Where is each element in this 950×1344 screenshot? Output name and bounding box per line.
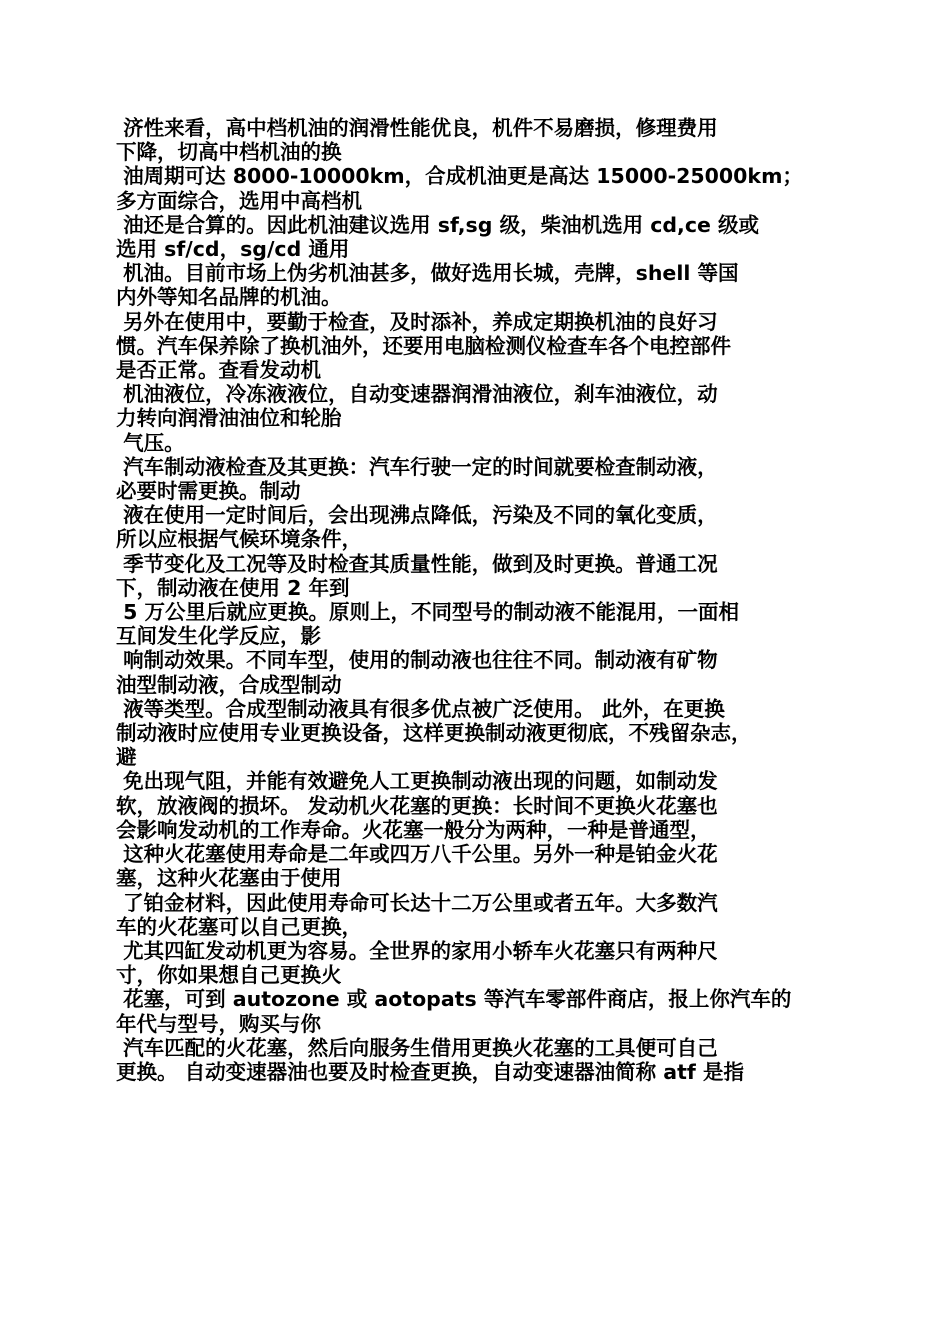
- text-line: 车的火花塞可以自己更换，: [116, 914, 362, 939]
- text-line: 是否正常。查看发动机: [116, 358, 321, 383]
- text-line: 另外在使用中，要勤于检查，及时添补，养成定期换机油的良好习: [116, 309, 718, 334]
- text-line: 年代与型号，购买与你: [116, 1011, 321, 1036]
- text-line: 内外等知名品牌的机油。: [116, 285, 342, 310]
- text-line: 5 万公里后就应更换。原则上，不同型号的制动液不能混用，一面相: [116, 600, 740, 625]
- text-line: 响制动效果。不同车型，使用的制动液也往往不同。制动液有矿物: [116, 648, 718, 673]
- text-line: 这种火花塞使用寿命是二年或四万八千公里。另外一种是铂金火花: [116, 842, 718, 867]
- text-line: 更换。 自动变速器油也要及时检查更换，自动变速器油简称 atf 是指: [116, 1059, 744, 1084]
- text-line: 液等类型。合成型制动液具有很多优点被广泛使用。 此外，在更换: [116, 696, 725, 721]
- text-line: 下，制动液在使用 2 年到: [116, 575, 350, 600]
- text-line: 惯。汽车保养除了换机油外，还要用电脑检测仪检查车各个电控部件: [116, 333, 731, 358]
- body-text: [116, 116, 851, 1084]
- text-line: 必要时需更换。制动: [116, 479, 301, 504]
- text-line: 液在使用一定时间后，会出现沸点降低，污染及不同的氧化变质，: [116, 503, 718, 528]
- text-line: 软，放液阀的损坏。 发动机火花塞的更换：长时间不更换火花塞也: [116, 793, 718, 818]
- text-line: 季节变化及工况等及时检查其质量性能，做到及时更换。普通工况: [116, 551, 718, 576]
- text-line: 气压。: [116, 430, 185, 455]
- text-line: 油周期可达 8000-10000km，合成机油更是高达 15000-25000km；: [116, 164, 803, 189]
- text-line: 尤其四缸发动机更为容易。全世界的家用小轿车火花塞只有两种尺: [116, 938, 718, 963]
- text-line: 机油液位，冷冻液液位，自动变速器润滑油液位，刹车油液位，动: [116, 382, 718, 407]
- text-line: 下降，切高中档机油的换: [116, 140, 342, 165]
- text-line: 济性来看，高中档机油的润滑性能优良，机件不易磨损，修理费用: [116, 116, 718, 140]
- text-line: 制动液时应使用专业更换设备，这样更换制动液更彻底，不残留杂志，: [116, 721, 752, 746]
- text-line: 互间发生化学反应，影: [116, 624, 321, 649]
- text-line: 汽车制动液检查及其更换：汽车行驶一定的时间就要检查制动液，: [116, 454, 718, 479]
- text-line: 油还是合算的。因此机油建议选用 sf,sg 级，柴油机选用 cd,ce 级或: [116, 212, 760, 237]
- text-line: 花塞，可到 autozone 或 aotopats 等汽车零部件商店，报上你汽车的: [116, 987, 792, 1012]
- text-line: 免出现气阻，并能有效避免人工更换制动液出现的问题，如制动发: [116, 769, 718, 794]
- text-line: 了铂金材料，因此使用寿命可长达十二万公里或者五年。大多数汽: [116, 890, 718, 915]
- text-line: 油型制动液，合成型制动: [116, 672, 342, 697]
- text-line: 机油。目前市场上伪劣机油甚多，做好选用长城，壳牌，shell 等国: [116, 261, 739, 286]
- text-line: 会影响发动机的工作寿命。火花塞一般分为两种，一种是普通型，: [116, 817, 711, 842]
- text-line: 所以应根据气候环境条件，: [116, 527, 362, 552]
- text-line: 塞，这种火花塞由于使用: [116, 866, 342, 891]
- text-line: 选用 sf/cd，sg/cd 通用: [116, 237, 350, 262]
- text-line: 汽车匹配的火花塞，然后向服务生借用更换火花塞的工具便可自己: [116, 1035, 718, 1060]
- text-line: 多方面综合，选用中高档机: [116, 188, 362, 213]
- text-line: 力转向润滑油油位和轮胎: [116, 406, 342, 431]
- text-line: 避: [116, 745, 137, 770]
- text-line: 寸，你如果想自己更换火: [116, 963, 342, 988]
